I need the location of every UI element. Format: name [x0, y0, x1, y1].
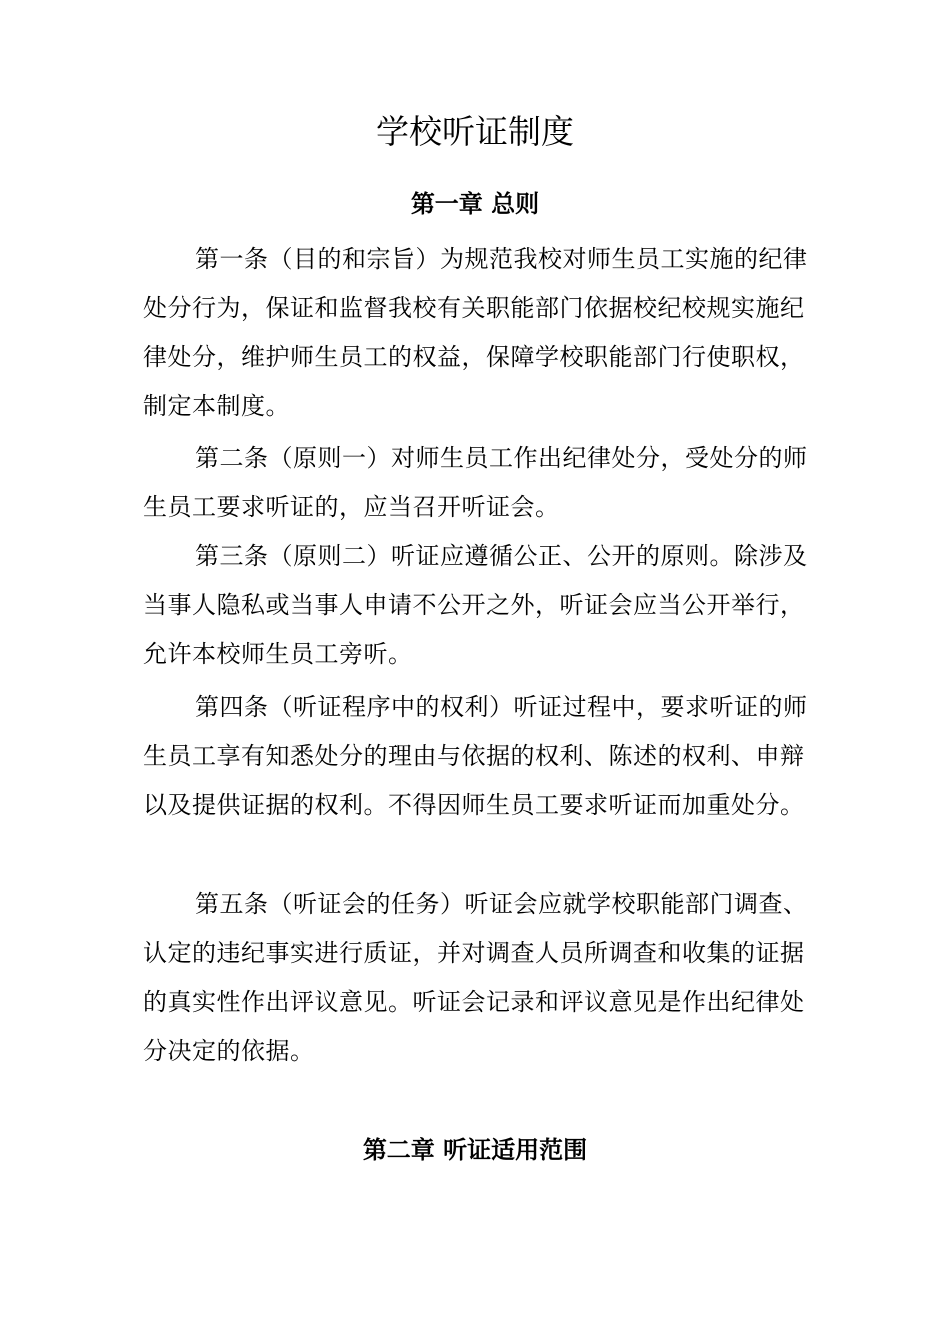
article-paragraph: 第一条（目的和宗旨）为规范我校对师生员工实施的纪律处分行为，保证和监督我校有关职能部门依据校纪校规实施纪律处分，维护师生员工的权益，保障学校职能部门行使职权，制定本制度。: [143, 245, 808, 420]
chapter-heading-2: 第二章 听证适用范围: [362, 1136, 588, 1164]
article-paragraph: 第五条（听证会的任务）听证会应就学校职能部门调查、认定的违纪事实进行质证，并对调查人员所调查和收集的证据的真实性作出评议意见。听证会记录和评议意见是作出纪律处分决定的依据。: [143, 890, 808, 1065]
document-title: 学校听证制度: [376, 112, 574, 151]
chapter-heading-1: 第一章 总则: [410, 190, 540, 218]
article-paragraph: 第四条（听证程序中的权利）听证过程中，要求听证的师生员工享有知悉处分的理由与依据的权利、陈述的权利、申辩以及提供证据的权利。不得因师生员工要求听证而加重处分。: [143, 693, 808, 819]
article-paragraph: 第二条（原则一）对师生员工作出纪律处分，受处分的师生员工要求听证的，应当召开听证会。: [143, 444, 808, 521]
article-paragraph: 第三条（原则二）听证应遵循公正、公开的原则。除涉及当事人隐私或当事人申请不公开之外，听证会应当公开举行，允许本校师生员工旁听。: [143, 542, 808, 668]
